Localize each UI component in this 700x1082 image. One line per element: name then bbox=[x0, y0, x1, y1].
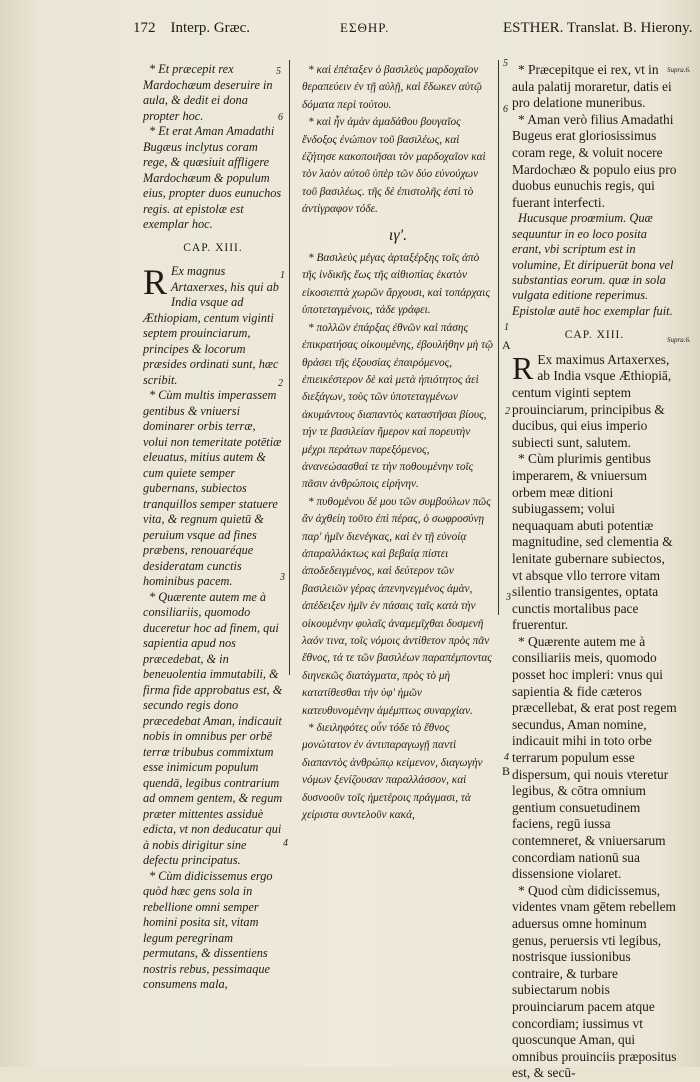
page-number: 172 bbox=[133, 20, 156, 36]
latin-column bbox=[143, 62, 283, 993]
section-letter: A bbox=[502, 338, 511, 352]
column-divider-left bbox=[289, 60, 290, 675]
verse-number: 6 bbox=[503, 104, 508, 115]
vulgate-italic-note: Hucusque proœmium. Quæ sequuntur in eo loco posita erant, vbi scriptum est in volumine, Et diripuerūt bona vel substantias eorum. quæ in sola vulgata editione reperimus. Epistolæ autē hoc exemplar fuit. bbox=[512, 211, 674, 318]
latin-paragraph: * Cùm didicissemus ergo quòd hæc gens sola in rebellione omni semper homini posita sit, vitam legum peregrinam permutans, & dissentiens nostris rebus, pessimaque consumens mala, bbox=[143, 868, 273, 991]
greek-paragraph: * πολλῶν ἐπάρξας ἐθνῶν καὶ πάσης ἐπικρατήσας οἰκουμένης, ἐβουλήθην μὴ τῷ θράσει τῆς ἐξουσίας ἐπαιρόμενος, ἐπιεικέστερον δὲ καὶ μετὰ ἠπιότητος ἀεὶ διεξάγων, τοὺς τῶν ὑποτεταγμένων ἀκυμάντους διαπαντὸς καταστῆσαι βίους, τήν τε βασιλείαν ἥμερον καὶ πορευτὴν μέχρι περάτων παρεξόμενος, ἀνανεώσασθαί τε τὴν ποθουμένην τοῖς πᾶσιν ἀνθρώποις εἰρήνην. bbox=[302, 321, 494, 491]
verse-number: 4 bbox=[283, 838, 288, 849]
latin-paragraph: * Et erat Aman Amadathi Bugæus inclytus coram rege, & quæsiuit affligere Mardochæum & populum eius, propter duos eunuchos regis. at epistolæ est exemplar hoc. bbox=[143, 124, 282, 231]
greek-paragraph: * Βασιλεὺς μέγας ἀρταξέρξης τοῖς ἀπὸ τῆς ἰνδικῆς ἕως τῆς αἰθιοπίας ἑκατὸν εἰκοσιεπτὰ χωρῶν ἄρχουσι, καὶ τοπάρχαις ὑποτεταγμένοις, τάδε γράφει. bbox=[302, 252, 490, 317]
latin-chapter-heading: CAP. XIII. bbox=[183, 241, 243, 254]
verse-number: 3 bbox=[280, 572, 285, 583]
vulgate-paragraph: * Quod cùm didicissemus, videntes vnam gētem rebellem aduersus omne hominum genus, peruersis vti legibus, nostrisque iussionibus contraire, & turbare subiectarum nobis prouinciarum pacem atque concordiam; iussimus vt quoscunque Aman, qui omnibus prouinciis præpositus est, & secū- bbox=[512, 882, 677, 1081]
column-divider-right bbox=[498, 60, 499, 615]
greek-paragraph: * καὶ ἐπέταξεν ὁ βασιλεὺς μαρδοχαῖον θεραπεύειν ἐν τῇ αὐλῇ, καὶ ἔδωκεν αὐτῷ δόματα περὶ τούτου. bbox=[302, 64, 482, 111]
vulgate-paragraph: * Quærente autem me à consiliariis meis, quomodo posset hoc impleri: vnus qui sapientia & fide cæteros præcellebat, & erat post regem secundus, Aman nomine, indicauit mihi in toto orbe terrarum populum esse dispersum, qui nouis vteretur legibus, & cōtra omnium gentium consuetudinem faciens, regū iussa contemneret, & vniuersarum concordiam nationū sua dissensione violaret. bbox=[512, 633, 677, 882]
greek-chapter-heading: ιγ'. bbox=[388, 226, 408, 244]
vulgate-column bbox=[512, 62, 677, 1082]
verse-number: 3 bbox=[506, 592, 511, 603]
latin-paragraph: * Cùm multis imperassem gentibus & vniuersi dominarer orbis terræ, volui non temeritate potētiæ eleuatus, mitius autem & cum quiete semper gubernans, subiectos tranquillos semper statuere vita, & regnum quietū & peruium vsque ad fines præbens, renouaréque desideratam cunctis hominibus pacem. bbox=[143, 388, 282, 588]
vulgate-paragraph: * Præcepitque ei rex, vt in aula palatij moraretur, datis ei pro delatione muneribus. bbox=[512, 62, 672, 111]
verse-number: 5 bbox=[503, 58, 508, 69]
latin-paragraph: * Et præcepit rex Mardochæum deseruire in aula, & dedit ei dona propter hoc. bbox=[143, 62, 273, 123]
verse-number: 6 bbox=[278, 112, 283, 123]
verse-number: 2 bbox=[278, 378, 283, 389]
verse-number: 2 bbox=[505, 406, 510, 417]
verse-number: 5 bbox=[276, 66, 281, 77]
right-running-title: ESTHER. Translat. B. Hierony. bbox=[503, 20, 693, 36]
vulgate-paragraph: * Aman verò filius Amadathi Bugeus erat gloriosissimus coram rege, & voluit nocere Mardochæo & populo eius pro duobus eunuchis regis, qui fuerant interfecti. bbox=[512, 111, 677, 210]
left-running-title: Interp. Græc. bbox=[170, 20, 251, 36]
margin-reference: Supra.6. bbox=[667, 336, 691, 344]
greek-paragraph: * καὶ ἦν ἀμὰν ἀμαδάθου βουγαῖος ἔνδοξος ἐνώπιον τοῦ βασιλέως, καὶ ἐζήτησε κακοποιῆσαι τὸν μαρδοχαῖον καὶ τὸν λαὸν αὐτοῦ ὑπὲρ τῶν δύο εὐνούχων τοῦ βασιλέως. τῆς δὲ ἐπιστολῆς ἐστὶ τὸ ἀντίγραφον τόδε. bbox=[302, 116, 486, 216]
greek-column bbox=[302, 62, 494, 824]
verse-number: 4 bbox=[504, 752, 509, 763]
vulgate-paragraph: * Cùm plurimis gentibus imperarem, & vniuersum orbem meæ ditioni subiugassem; volui nequaquam abuti potentiæ magnitudine, sed clementia & lenitate gubernare subiectos, vt absque vllo terrore vitam silentio transigentes, optata cunctis mortalibus pace fruerentur. bbox=[512, 451, 673, 633]
page-header-left bbox=[133, 20, 250, 37]
greek-paragraph: * πυθομένου δέ μου τῶν συμβούλων πῶς ἂν ἀχθείη τοῦτο ἐπὶ πέρας, ὁ σωφροσύνῃ παρ' ἡμῖν διενέγκας, καὶ ἐν τῇ εὐνοίᾳ ἀπαραλλάκτως καὶ βεβαίᾳ πίστει ἀποδεδειγμένος, καὶ δεύτερον τῶν βασιλειῶν γέρας ἀπενηνεγμένος ἀμὰν, ἀπέδειξεν ἡμῖν ἐν πάσαις ταῖς κατὰ τὴν οἰκουμένην φυλαῖς ἀναμεμῖχθαι δυσμενῆ λαόν τινα, τοῖς νόμοις ἀντίθετον πρὸς πᾶν ἔθνος, τά τε τῶν βασιλέων παραπέμποντας διηνεκῶς διατάγματα, πρὸς τὸ μὴ κατατίθεσθαι τὴν ὑφ' ἡμῶν κατευθυνομένην ἀμέμπτως συναρχίαν. bbox=[302, 495, 492, 717]
greek-paragraph: * διειληφότες οὖν τόδε τὸ ἔθνος μονώτατον ἐν ἀντιπαραγωγῇ παντὶ διαπαντὸς ἀνθρώπῳ κείμενον, διαγωγὴν νόμων ξενίζουσαν παραλλάσσον, καὶ δυσνοοῦν τοῖς ἡμετέροις πράγμασι, τὰ χείριστα συντελοῦν κακά, bbox=[302, 722, 483, 822]
latin-drop-cap: R bbox=[143, 262, 168, 302]
verse-number: 1 bbox=[280, 270, 285, 281]
margin-reference: Supra.6. bbox=[667, 66, 691, 74]
latin-paragraph: R Ex magnus Artaxerxes, his qui ab India vsque ad Æthiopiam, centum viginti septem prouinciarum, principes & locorum præsides ordinati sunt, hæc scribit. bbox=[143, 262, 279, 387]
latin-paragraph: * Quærente autem me à consiliariis, quomodo duceretur hoc ad finem, qui sapientia apud nos præcedebat, & in beneuolentia immutabili, & firma fide approbatus est, & secundo regis dono præcedebat Aman, indicauit nobis in omnibus per orbē terræ tribubus commixtum esse inimicum populum quendā, legibus contrarium ad omnem gentem, & regum præter mittentes assiduè edicta, vt non deducatur qui à nobis dirigitur sine defectu principatus. bbox=[143, 589, 283, 867]
vulgate-drop-cap: R bbox=[512, 349, 534, 386]
vulgate-paragraph: R Ex maximus Artaxerxes, ab India vsque Æthiopiā, centum viginti septem prouinciarum, principibus & ducibus, qui eius imperio subiecti sunt, salutem. bbox=[512, 349, 672, 450]
section-letter: B bbox=[502, 764, 511, 778]
vulgate-chapter-heading: CAP. XIII. bbox=[564, 329, 625, 342]
verse-number: 1 bbox=[504, 322, 509, 333]
center-running-title: ΕΣΘΗΡ. bbox=[340, 20, 390, 35]
